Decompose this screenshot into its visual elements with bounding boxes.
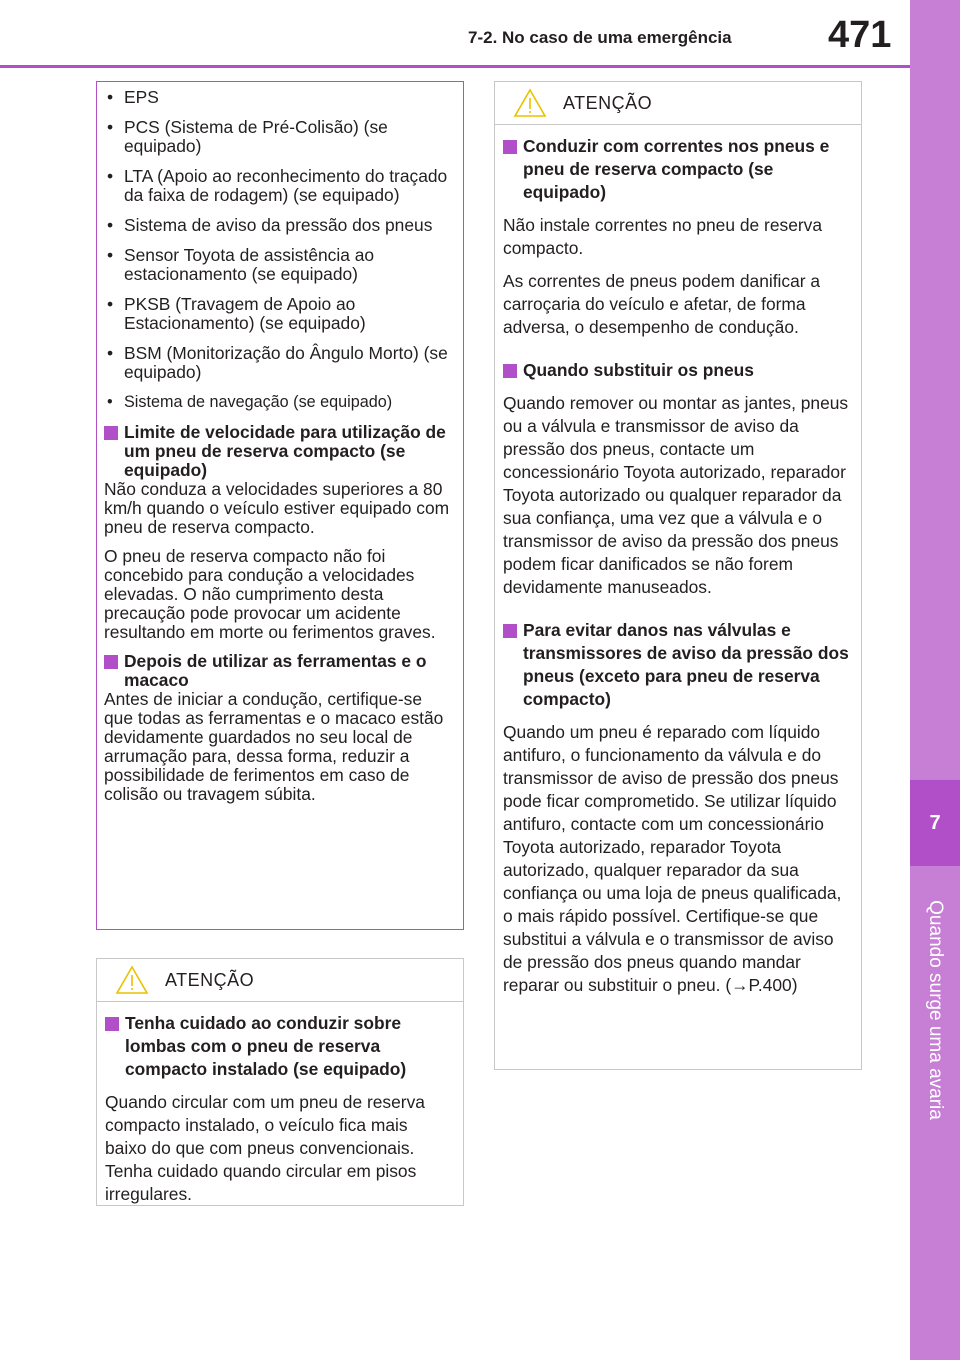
caution-box — [96, 958, 464, 1206]
paragraph: Não conduza a velocidades superiores a 80 km/h quando o veículo estiver equipado com pneu de reserva compacto. — [104, 479, 450, 537]
side-strip — [910, 0, 960, 1360]
caution-label: ATENÇÃO — [563, 92, 653, 113]
section-heading: Conduzir com correntes nos pneus e pneu de reserva compacto (se equipado) — [503, 135, 851, 204]
feature-list — [104, 88, 455, 412]
paragraph: Antes de iniciar a condução, certifique-se que todas as ferramentas e o macaco estão devidamente guardados no seu local de arrumação para, dessa forma, reduzir a possibilidade de ferimentos em caso de colisão ou travagem súbita. — [104, 689, 444, 804]
list-item: • Sistema de navegação (se equipado) — [104, 393, 455, 412]
list-item: • EPS — [104, 88, 455, 107]
square-bullet-icon — [503, 140, 517, 154]
list-item: • BSM (Monitorização do Ângulo Morto) (se equipado) — [104, 344, 455, 382]
section-heading: Para evitar danos nas válvulas e transmissores de aviso da pressão dos pneus (exceto para pneu de reserva compacto) — [503, 619, 851, 711]
paragraph: Quando circular com um pneu de reserva compacto instalado, o veículo fica mais baixo do que com pneus convencionais. Tenha cuidado quando circular em pisos irregulares. — [105, 1092, 425, 1204]
list-item: • LTA (Apoio ao reconhecimento do traçado da faixa de rodagem) (se equipado) — [104, 167, 455, 205]
warning-triangle-icon — [513, 88, 547, 118]
chapter-number: 7 — [929, 811, 941, 834]
square-bullet-icon — [503, 624, 517, 638]
paragraph: Quando um pneu é reparado com líquido antifuro, o funcionamento da válvula e do transmissor de aviso de pressão dos pneus pode ficar comprometido. Se utilizar líquido antifuro, contacte com um concessionário Toyota autorizado, reparador Toyota autorizado, qualquer reparador da sua confiança ou uma loja de pneus qualificada, o mais rápido possível. Certifique-se que substitui a válvula e o transmissor de aviso de pressão dos pneus quando mandar reparar ou substituir o pneu. (→P.400) — [503, 722, 842, 995]
info-box — [96, 81, 464, 930]
page-number: 471 — [828, 14, 892, 56]
section-heading: Tenha cuidado ao conduzir sobre lombas com o pneu de reserva compacto instalado (se equipado) — [105, 1012, 453, 1081]
warning-triangle-icon — [115, 965, 149, 995]
section-heading: Limite de velocidade para utilização de um pneu de reserva compacto (se equipado) — [104, 423, 455, 480]
paragraph: Não instale correntes no pneu de reserva compacto. — [503, 215, 823, 258]
square-bullet-icon — [503, 364, 517, 378]
section-title: 7-2. No caso de uma emergência — [468, 28, 732, 47]
section-heading: Depois de utilizar as ferramentas e o macaco — [104, 652, 455, 690]
paragraph: As correntes de pneus podem danificar a carroçaria do veículo e afetar, de forma adversa, o desempenho de condução. — [503, 271, 821, 337]
list-item: • PCS (Sistema de Pré-Colisão) (se equipado) — [104, 118, 455, 156]
chapter-title: Quando surge uma avaria — [925, 900, 946, 1120]
square-bullet-icon — [104, 426, 118, 440]
square-bullet-icon — [105, 1017, 119, 1031]
caution-header — [97, 959, 463, 1002]
list-item: • Sensor Toyota de assistência ao estacionamento (se equipado) — [104, 246, 455, 284]
caution-header — [495, 82, 861, 125]
chapter-tab — [910, 780, 960, 866]
paragraph: Quando remover ou montar as jantes, pneus ou a válvula e transmissor de aviso da pressão dos pneus, contacte um concessionário Toyota autorizado, reparador Toyota autorizado ou qualquer reparador da sua confiança, uma vez que a válvula e o transmissor de aviso da pressão dos pneus podem ficar danificados se não forem devidamente manuseados. — [503, 393, 849, 597]
list-item: • PKSB (Travagem de Apoio ao Estacionamento) (se equipado) — [104, 295, 455, 333]
list-item: • Sistema de aviso da pressão dos pneus — [104, 216, 455, 235]
section-heading: Quando substituir os pneus — [503, 359, 851, 382]
caution-box — [494, 81, 862, 1070]
paragraph: O pneu de reserva compacto não foi concebido para condução a velocidades elevadas. O não cumprimento desta precaução pode provocar um acidente resultando em morte ou ferimentos graves. — [104, 546, 436, 642]
header-rule — [0, 65, 910, 68]
square-bullet-icon — [104, 655, 118, 669]
caution-label: ATENÇÃO — [165, 969, 255, 990]
